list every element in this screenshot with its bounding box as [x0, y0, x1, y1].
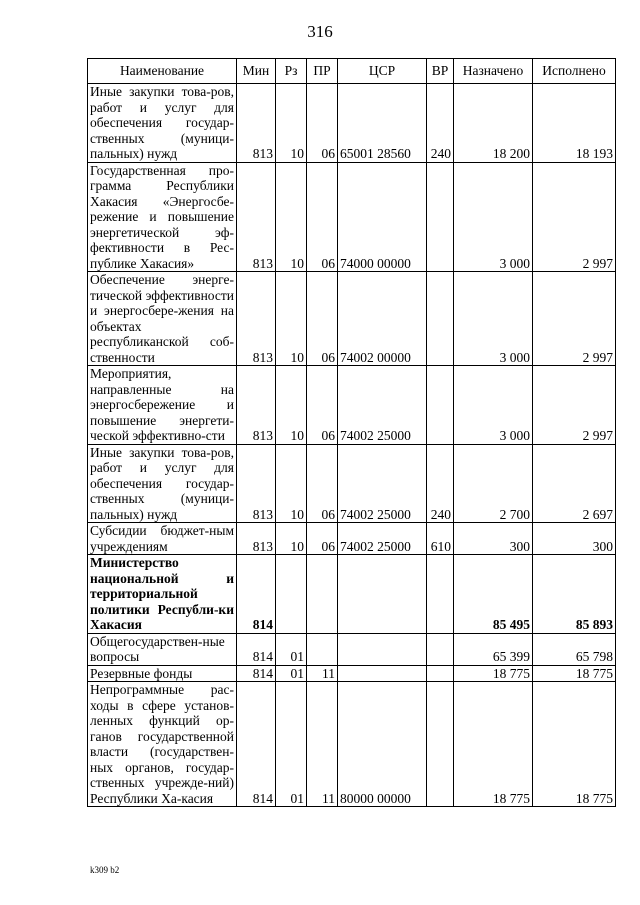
cell-executed: 300	[533, 523, 616, 555]
cell-assigned: 18 200	[454, 84, 533, 163]
table-row	[88, 523, 616, 555]
cell-executed: 2 697	[533, 444, 616, 523]
table-row	[88, 665, 616, 682]
cell-name: Общегосударствен-ные вопросы	[88, 633, 237, 665]
cell-csr: 74002 25000	[338, 444, 427, 523]
cell-pr	[307, 555, 338, 634]
cell-name: Министерство национальной и территориальной политики Республи-ки Хакасия	[88, 555, 237, 634]
cell-csr	[338, 555, 427, 634]
cell-rz: 01	[276, 665, 307, 682]
cell-pr: 06	[307, 366, 338, 445]
cell-csr: 74000 00000	[338, 162, 427, 272]
cell-min: 814	[237, 633, 276, 665]
cell-pr	[307, 633, 338, 665]
cell-rz: 01	[276, 682, 307, 807]
cell-vr	[427, 272, 454, 366]
cell-assigned: 18 775	[454, 665, 533, 682]
header-min: Мин	[237, 59, 276, 84]
cell-vr	[427, 162, 454, 272]
cell-csr	[338, 633, 427, 665]
table-row	[88, 633, 616, 665]
cell-name: Обеспечение энерге-тической эффективности и энергосбере-жения на объектах республиканской соб-ственности	[88, 272, 237, 366]
cell-pr: 06	[307, 444, 338, 523]
cell-assigned: 2 700	[454, 444, 533, 523]
cell-min: 814	[237, 682, 276, 807]
cell-min: 813	[237, 162, 276, 272]
header-name: Наименование	[88, 59, 237, 84]
table-row	[88, 444, 616, 523]
header-csr: ЦСР	[338, 59, 427, 84]
cell-assigned: 300	[454, 523, 533, 555]
page-number: 316	[307, 22, 333, 41]
budget-table	[87, 58, 616, 807]
cell-executed: 18 775	[533, 665, 616, 682]
table-row	[88, 84, 616, 163]
cell-rz: 10	[276, 84, 307, 163]
table-row	[88, 272, 616, 366]
cell-rz: 10	[276, 444, 307, 523]
cell-csr: 80000 00000	[338, 682, 427, 807]
header-rz: Рз	[276, 59, 307, 84]
cell-assigned: 3 000	[454, 162, 533, 272]
cell-name: Иные закупки това-ров, работ и услуг для обеспечения государ-ственных (муници-пальных) нужд	[88, 444, 237, 523]
cell-min: 813	[237, 444, 276, 523]
table-body	[88, 84, 616, 807]
cell-name: Государственная про-грамма Республики Хакасия «Энергосбе-режение и повышение энергетической эф-фективности в Рес-публике Хакасия»	[88, 162, 237, 272]
cell-rz: 10	[276, 523, 307, 555]
cell-csr: 65001 28560	[338, 84, 427, 163]
cell-executed: 85 893	[533, 555, 616, 634]
cell-executed: 18 193	[533, 84, 616, 163]
cell-assigned: 85 495	[454, 555, 533, 634]
cell-csr: 74002 25000	[338, 366, 427, 445]
cell-vr	[427, 682, 454, 807]
cell-executed: 65 798	[533, 633, 616, 665]
cell-vr	[427, 366, 454, 445]
cell-pr: 06	[307, 84, 338, 163]
cell-vr: 240	[427, 444, 454, 523]
cell-name: Иные закупки това-ров, работ и услуг для обеспечения государ-ственных (муници-пальных) нужд	[88, 84, 237, 163]
cell-csr: 74002 00000	[338, 272, 427, 366]
cell-rz: 10	[276, 366, 307, 445]
cell-vr: 610	[427, 523, 454, 555]
header-pr: ПР	[307, 59, 338, 84]
cell-min: 813	[237, 366, 276, 445]
cell-name: Мероприятия, направленные на энергосбережение и повышение энергети-ческой эффективно-сти	[88, 366, 237, 445]
cell-assigned: 3 000	[454, 366, 533, 445]
cell-executed: 2 997	[533, 272, 616, 366]
cell-min: 814	[237, 665, 276, 682]
cell-executed: 2 997	[533, 162, 616, 272]
cell-assigned: 65 399	[454, 633, 533, 665]
cell-pr: 06	[307, 272, 338, 366]
table-row	[88, 366, 616, 445]
cell-rz	[276, 555, 307, 634]
cell-rz: 10	[276, 162, 307, 272]
cell-assigned: 3 000	[454, 272, 533, 366]
table-row	[88, 555, 616, 634]
cell-csr	[338, 665, 427, 682]
cell-min: 814	[237, 555, 276, 634]
cell-executed: 2 997	[533, 366, 616, 445]
table-header-row	[88, 59, 616, 84]
cell-name: Непрограммные рас-ходы в сфере установ-ленных функций ор-ганов государственной власти (государствен-ных органов, государ-ственных учрежде-ний) Республики Ха-касия	[88, 682, 237, 807]
cell-pr: 11	[307, 665, 338, 682]
cell-vr	[427, 555, 454, 634]
table-row	[88, 162, 616, 272]
cell-vr: 240	[427, 84, 454, 163]
cell-min: 813	[237, 84, 276, 163]
cell-pr: 11	[307, 682, 338, 807]
cell-vr	[427, 665, 454, 682]
cell-assigned: 18 775	[454, 682, 533, 807]
cell-min: 813	[237, 272, 276, 366]
header-assigned: Назначено	[454, 59, 533, 84]
header-executed: Исполнено	[533, 59, 616, 84]
cell-csr: 74002 25000	[338, 523, 427, 555]
cell-name: Субсидии бюджет-ным учреждениям	[88, 523, 237, 555]
cell-vr	[427, 633, 454, 665]
header-vr: ВР	[427, 59, 454, 84]
table-row	[88, 682, 616, 807]
cell-name: Резервные фонды	[88, 665, 237, 682]
footer-code: k309 b2	[90, 865, 120, 875]
cell-rz: 01	[276, 633, 307, 665]
cell-pr: 06	[307, 162, 338, 272]
cell-executed: 18 775	[533, 682, 616, 807]
cell-pr: 06	[307, 523, 338, 555]
cell-min: 813	[237, 523, 276, 555]
cell-rz: 10	[276, 272, 307, 366]
